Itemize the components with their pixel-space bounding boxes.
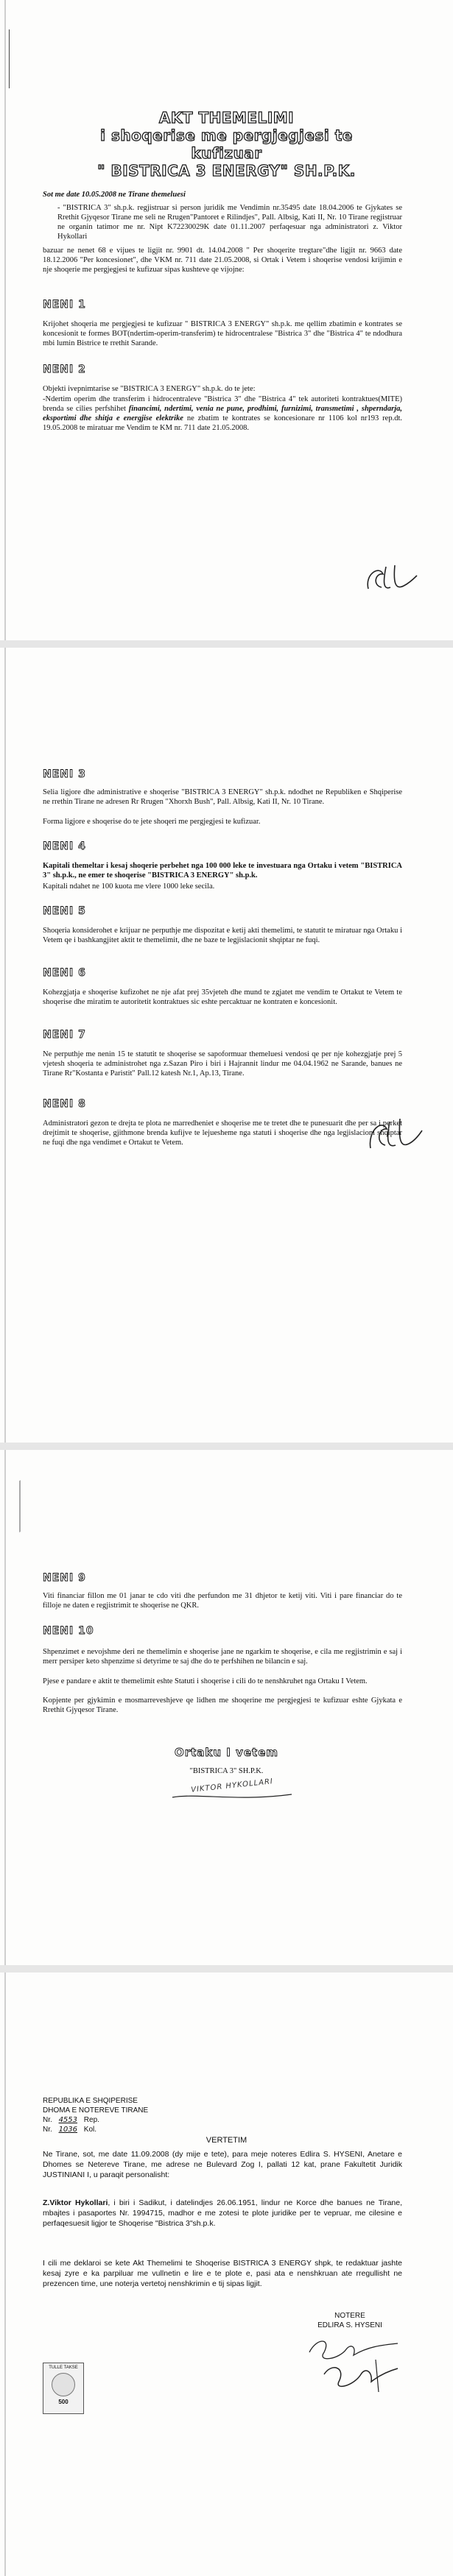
nen-2-text-b: financimi, ndertimi, venia ne pune, prodhimi, furnizimi, transmetimi , shperndarja, eksportimi dhe shitja e energjise elektrike xyxy=(43,405,402,422)
nen-10-text-2: Pjese e pandare e aktit te themelimit eshte Statuti i shoqerise i cili do te nenshkruhet nga Ortaku I Vetem. xyxy=(43,1677,368,1685)
nen-2-heading: NENI 2 xyxy=(43,364,86,375)
nen-4-heading: NENI 4 xyxy=(43,841,86,852)
ortaku-signature xyxy=(169,1778,295,1802)
notary-label: NOTERE xyxy=(334,2312,365,2320)
chamber-line: DHOMA E NOTEREVE TIRANE xyxy=(43,2106,149,2115)
scan-edge xyxy=(4,1972,6,2576)
initials-signature-2 xyxy=(365,1111,424,1156)
scan-edge xyxy=(4,648,6,1443)
title-line-4: " BISTRICA 3 ENERGY" SH.P.K. xyxy=(97,162,356,180)
rep-number-value: 4553 xyxy=(58,2116,78,2124)
nen-7-text: Ne perputhje me nenin 15 te statutit te shoqerise se sapoformuar themeluesi vendosi qe per nje kohezgjatje prej 5 vjetesh shoqeria te administrohet nga z.Sazan Piro i biri i Hajrannit lindur me 04.04.1962 ne Sarande, banues ne Tirane Rr"Kostanta e Paristit" Pall.12 katesh Nr.1, Ap.13, Tirane. xyxy=(43,1050,402,1078)
person-details: , i biri i Sadikut, i datelindjes 26.06.1951, lindur ne Korce dhe banues ne Tirane, mbajtes i pasaportes Nr. 1994715, madhor e me zotesi te plote juridike per te vepruar, me cilesine e perfaqesuesit ligjor te Shoqerise "Bistrica 3"sh.p.k. xyxy=(43,2198,403,2228)
vertetim-para-2 xyxy=(43,2198,402,2229)
nen-8-text: Administratori gezon te drejta te plota ne marredheniet e shoqerise me te tretet dhe te punesuarit dhe per sa i perket drejtimit te shoqerise, gjithmone brenda kufijve te lejuesheme nga statuti i shoqerise dhe nga legjislacioni shqiptar ne fuqi dhe nga vendimet e Ortakut te Vetem. xyxy=(43,1119,402,1147)
title-line-1: AKT THEMELIMI xyxy=(158,109,295,127)
initials-signature-1 xyxy=(361,559,420,596)
nen-5-heading: NENI 5 xyxy=(43,905,86,917)
vertetim-para-1: Ne Tirane, sot, me date 11.09.2008 (dy mije e tete), para meje noteres Edlira S. HYSENI, Anetare e Dhomes se Netereve Tirane, me adrese ne Bulevard Zog I, pallati 12 kat, prane Fakultetit Juridik JUSTINIANI I, u paraqit personalisht: xyxy=(43,2150,402,2179)
nen-1-heading: NENI 1 xyxy=(43,299,86,311)
date-line: Sot me date 10.05.2008 ne Tirane themeluesi xyxy=(43,191,186,199)
document-page-2 xyxy=(0,648,453,1443)
kol-number-line xyxy=(43,2125,264,2134)
nen-1-text: Krijohet shoqeria me pergjegjesi te kufizuar " BISTRICA 3 ENERGY" sh.p.k. me qellim zbatimin e kontrates se koncesionit te formes BOT(ndertim-operim-transferim) te hidrocentralese "Bistrica 3" dhe "Bistrica 4" te ndodhura mbi lumin Bistrice te rrethit Sarande. xyxy=(43,320,402,347)
ortaku-signature-text: VIKTOR HYKOLLARI xyxy=(190,1777,274,1794)
nen-2-text-a: -Ndertim operim dhe transferim i hidrocentraleve "Bistrica 3" dhe "Bistrica 4" tek autoriteti kontraktues(MITE) brenda se cilies perfshihet xyxy=(43,395,402,413)
nen-2-text-c: ne zbatim te kontrates se koncesionare nr 1106 kol nr193 rep.dt. 19.05.2008 te miratuar me Vendim te KM nr. 711 date 21.05.2008. xyxy=(43,414,402,432)
nen-4-text-2: Kapitali ndahet ne 100 kuota me vlere 1000 leke secila. xyxy=(43,882,215,891)
nen-6-heading: NENI 6 xyxy=(43,967,86,979)
title-line-2: i shoqerise me pergjegjesi te xyxy=(100,127,353,144)
notary-name: EDLIRA S. HYSENI xyxy=(317,2321,382,2329)
vertetim-para-3: I cili me deklaroi se kete Akt Themelimi te Shoqerise BISTRICA 3 ENERGY shpk, te redaktuar jashte kesaj zyre e ka parpiluar me vullnetin e lire e te plote e, pasi ata e nenshkruan ate rregullisht ne prezencen time, une noterja vertetoj nenshkrimin e tij sipas ligjit. xyxy=(43,2259,402,2288)
nen-9-heading: NENI 9 xyxy=(43,1572,86,1584)
scan-edge xyxy=(4,0,6,640)
founder-paragraph: - "BISTRICA 3" sh.p.k. regjistruar si person juridik me Vendimin nr.35495 date 18.04.2006 te Gjykates se Rrethit Gjyqesor Tirane me seli ne Rrugen"Pantoret e Rilindjes", Pall. Albsig, Kati II, Nr. 10 Tirane regjistruar ne organin tatimor me nr. Nipt K72230029K date 01.11.2007 perfaqesuar nga administratori z. Viktor Hykollari xyxy=(57,204,402,241)
title-line-3: kufizuar xyxy=(191,144,262,162)
notary-signature-block xyxy=(295,2311,405,2330)
notary-header xyxy=(43,2096,264,2134)
rep-number-suffix: Rep. xyxy=(83,2116,99,2124)
notary-signature xyxy=(302,2330,405,2396)
nen-9-text: Viti financiar fillon me 01 janar te cdo viti dhe perfundon me 31 dhjetor te ketij viti. Viti i pare financiar do te filloje ne daten e regjistrimit te shoqerise ne QKR. xyxy=(43,1592,402,1610)
nen-4-text: Kapitali themeltar i kesaj shoqerie perbehet nga 100 000 leke te investuara nga Ortaku i vetem "BISTRICA 3" sh.p.k., ne emer te shoqerise "BISTRICA 3 ENERGY" sh.p.k. xyxy=(43,862,402,880)
kol-number-label: Nr. xyxy=(43,2126,52,2134)
rep-number-label: Nr. xyxy=(43,2116,52,2124)
document-page-4 xyxy=(0,1972,453,2576)
nen-10-heading: NENI 10 xyxy=(43,1625,94,1637)
kol-number-suffix: Kol. xyxy=(83,2126,97,2134)
scan-mark xyxy=(19,1463,50,1532)
tax-stamp-label: TULLE TAKSE xyxy=(49,2366,78,2370)
nen-8-heading: NENI 8 xyxy=(43,1098,86,1110)
nen-3-heading: NENI 3 xyxy=(43,768,86,780)
kol-number-value: 1036 xyxy=(58,2126,78,2134)
tax-stamp-seal xyxy=(52,2373,75,2396)
person-name: Z.Viktor Hykollari xyxy=(43,2198,108,2207)
republic-line: REPUBLIKA E SHQIPERISE xyxy=(43,2097,138,2105)
document-title xyxy=(0,109,453,180)
nen-2-intro: Objekti ivepnimtarise se "BISTRICA 3 ENERGY" sh.p.k. do te jete: xyxy=(43,385,256,393)
nen-3-text: Selia ligjore dhe administrative e shoqerise "BISTRICA 3 ENERGY" sh.p.k. ndodhet ne Republiken e Shqiperise ne rrethin Tirane ne adresen Rr Rrugen "Xhorxh Bush", Pall. Albsig, Kati II, Nr. 10 Tirane. xyxy=(43,788,402,806)
document-page-1 xyxy=(0,0,453,640)
tax-stamp-value: 500 xyxy=(58,2399,69,2405)
tax-stamp xyxy=(43,2363,84,2414)
nen-2-text xyxy=(43,394,402,433)
vertetim-heading: VERTETIM xyxy=(206,2136,247,2145)
ortaku-heading: Ortaku I vetem xyxy=(174,1746,279,1759)
document-page-3 xyxy=(0,1450,453,1965)
rep-number-line xyxy=(43,2115,264,2125)
nen-10-text-1: Shpenzimet e nevojshme deri ne themelimin e shoqerise jane ne ngarkim te shoqerise, e cila me regjistrimin e saj i merr persiper keto shpenzime si detyrime te saj dhe do te perfshihen ne bilancin e saj. xyxy=(43,1648,402,1666)
scan-mark xyxy=(9,29,10,88)
scan-edge xyxy=(4,1450,6,1965)
nen-7-heading: NENI 7 xyxy=(43,1029,86,1041)
nen-10-text-3: Kopjente per gjykimin e mosmarreveshjeve qe lidhen me shoqerine me pergjegjesi te kufizuar eshte Gjykata e Rrethit Gjyqesor Tirane. xyxy=(43,1696,402,1714)
nen-3-text-2: Forma ligjore e shoqerise do te jete shoqeri me pergjegjesi te kufizuar. xyxy=(43,818,261,826)
nen-5-text: Shoqeria konsiderohet e krijuar ne perputhje me dispozitat e ketij akti themelimi, te statutit te miratuar nga Ortaku i Vetem qe i bashkangjitet aktit te themelimit, dhe ne baze te legjislacionit shqiptar ne fuqi. xyxy=(43,927,402,944)
nen-6-text: Kohezgjatja e shoqerise kufizohet ne nje afat prej 35vjeteh dhe mund te zgjatet me vendim te Ortakut te Vetem te shoqerise dhe miratim te autoritetit kontraktues sic eshte percaktuar ne kontraten e koncesionit. xyxy=(43,988,402,1006)
base-paragraph: bazuar ne nenet 68 e vijues te ligjit nr. 9901 dt. 14.04.2008 " Per shoqerite tregtare"dhe ligjit nr. 9663 date 18.12.2006 "Per koncesionet", dhe VKM nr. 711 date 21.05.2008, si Ortak i Vetem i shoqerise vendosi krijimin e nje shoqerie me pergjegjesi te kufizuar sipas kushteve qe vijojne: xyxy=(43,247,402,274)
ortaku-name: "BISTRICA 3" SH.P.K. xyxy=(189,1767,264,1775)
